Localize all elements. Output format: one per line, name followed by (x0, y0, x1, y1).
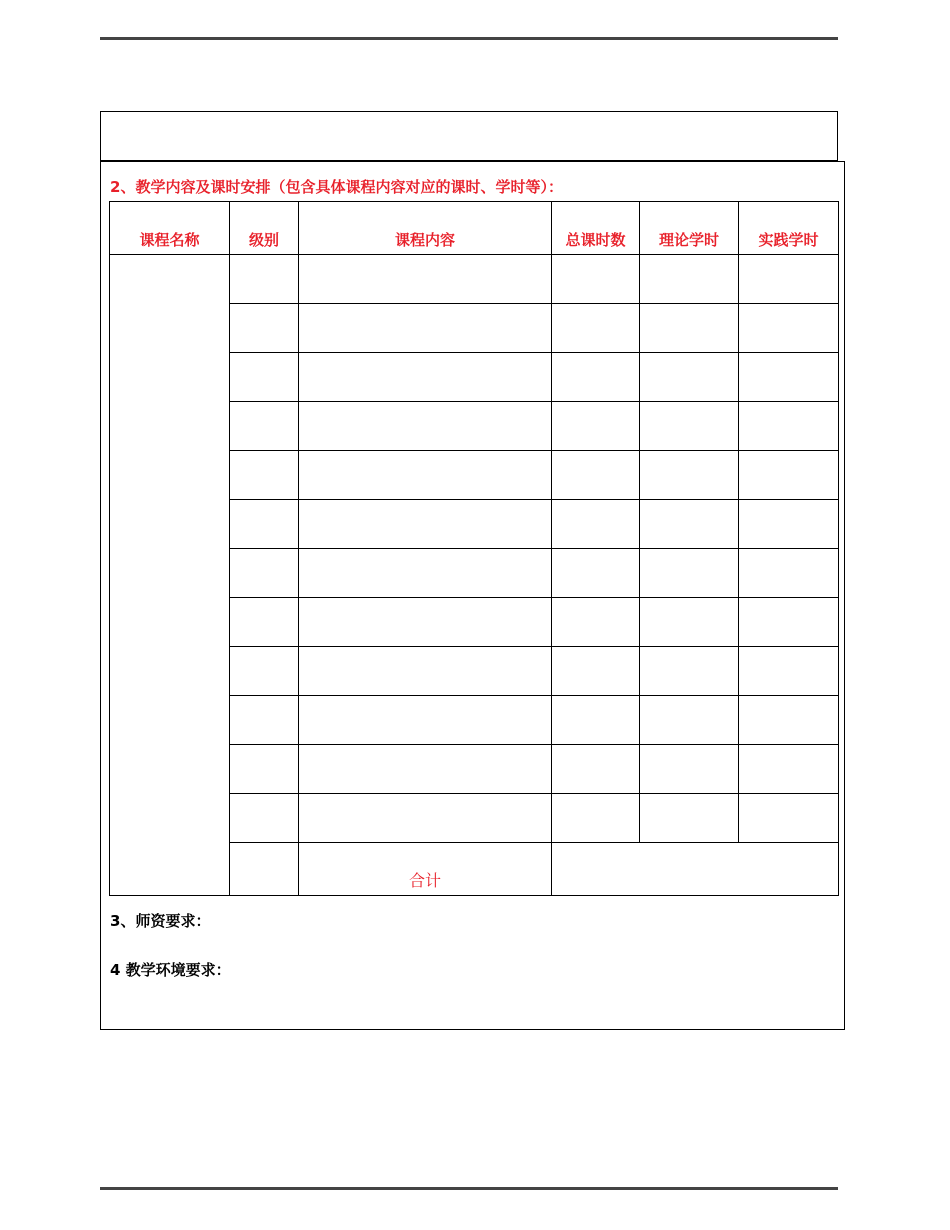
section-2-text: 、教学内容及课时安排（包含具体课程内容对应的课时、学时等）： (120, 178, 563, 196)
total-hours-cell[interactable] (552, 255, 640, 304)
total-value-cell[interactable] (552, 843, 839, 896)
content-cell[interactable] (299, 549, 552, 598)
practice-hours-cell[interactable] (739, 598, 839, 647)
content-cell[interactable] (299, 402, 552, 451)
practice-hours-cell[interactable] (739, 647, 839, 696)
content-cell[interactable] (299, 304, 552, 353)
practice-hours-cell[interactable] (739, 500, 839, 549)
total-hours-cell[interactable] (552, 500, 640, 549)
theory-hours-cell[interactable] (640, 794, 739, 843)
practice-hours-cell[interactable] (739, 353, 839, 402)
total-hours-cell[interactable] (552, 451, 640, 500)
theory-hours-cell[interactable] (640, 255, 739, 304)
header-total-hours: 总课时数 (552, 202, 640, 255)
total-hours-cell[interactable] (552, 745, 640, 794)
theory-hours-cell[interactable] (640, 647, 739, 696)
level-cell[interactable] (230, 353, 299, 402)
total-hours-cell[interactable] (552, 353, 640, 402)
level-cell[interactable] (230, 304, 299, 353)
total-hours-cell[interactable] (552, 549, 640, 598)
theory-hours-cell[interactable] (640, 402, 739, 451)
practice-hours-cell[interactable] (739, 255, 839, 304)
theory-hours-cell[interactable] (640, 353, 739, 402)
content-cell[interactable] (299, 598, 552, 647)
empty-form-box (100, 111, 838, 161)
level-cell[interactable] (230, 745, 299, 794)
level-cell[interactable] (230, 598, 299, 647)
theory-hours-cell[interactable] (640, 696, 739, 745)
section-4-number: 4 (110, 961, 121, 979)
level-cell[interactable] (230, 500, 299, 549)
total-hours-cell[interactable] (552, 304, 640, 353)
content-cell[interactable] (299, 353, 552, 402)
theory-hours-cell[interactable] (640, 451, 739, 500)
section-3-heading (110, 910, 210, 931)
practice-hours-cell[interactable] (739, 402, 839, 451)
theory-hours-cell[interactable] (640, 745, 739, 794)
course-name-cell[interactable] (110, 255, 230, 896)
level-cell[interactable] (230, 647, 299, 696)
content-cell[interactable] (299, 794, 552, 843)
total-hours-cell[interactable] (552, 598, 640, 647)
level-cell[interactable] (230, 696, 299, 745)
content-cell[interactable] (299, 696, 552, 745)
section-3-number: 3 (110, 912, 121, 930)
table-row (110, 255, 839, 304)
header-course-content: 课程内容 (299, 202, 552, 255)
practice-hours-cell[interactable] (739, 304, 839, 353)
level-cell[interactable] (230, 255, 299, 304)
theory-hours-cell[interactable] (640, 500, 739, 549)
theory-hours-cell[interactable] (640, 304, 739, 353)
bottom-rule (100, 1187, 838, 1190)
level-cell[interactable] (230, 451, 299, 500)
level-cell[interactable] (230, 549, 299, 598)
section-3-text: 、师资要求： (120, 912, 211, 930)
level-cell[interactable] (230, 402, 299, 451)
practice-hours-cell[interactable] (739, 745, 839, 794)
total-hours-cell[interactable] (552, 647, 640, 696)
practice-hours-cell[interactable] (739, 451, 839, 500)
total-hours-cell[interactable] (552, 402, 640, 451)
course-schedule-table (109, 201, 839, 896)
section-2-heading (110, 176, 563, 197)
content-cell[interactable] (299, 451, 552, 500)
section-4-heading (110, 959, 231, 980)
practice-hours-cell[interactable] (739, 794, 839, 843)
total-hours-cell[interactable] (552, 794, 640, 843)
total-level-cell[interactable] (230, 843, 299, 896)
section-2-number: 2 (110, 178, 121, 196)
total-label: 合计 (299, 843, 552, 896)
section-4-text: 教学环境要求： (120, 961, 231, 979)
table-header-row (110, 202, 839, 255)
practice-hours-cell[interactable] (739, 696, 839, 745)
header-level: 级别 (230, 202, 299, 255)
top-rule (100, 37, 838, 40)
theory-hours-cell[interactable] (640, 549, 739, 598)
content-cell[interactable] (299, 647, 552, 696)
theory-hours-cell[interactable] (640, 598, 739, 647)
content-cell[interactable] (299, 255, 552, 304)
header-theory-hours: 理论学时 (640, 202, 739, 255)
content-cell[interactable] (299, 745, 552, 794)
header-practice-hours: 实践学时 (739, 202, 839, 255)
header-course-name: 课程名称 (110, 202, 230, 255)
level-cell[interactable] (230, 794, 299, 843)
content-cell[interactable] (299, 500, 552, 549)
practice-hours-cell[interactable] (739, 549, 839, 598)
total-hours-cell[interactable] (552, 696, 640, 745)
